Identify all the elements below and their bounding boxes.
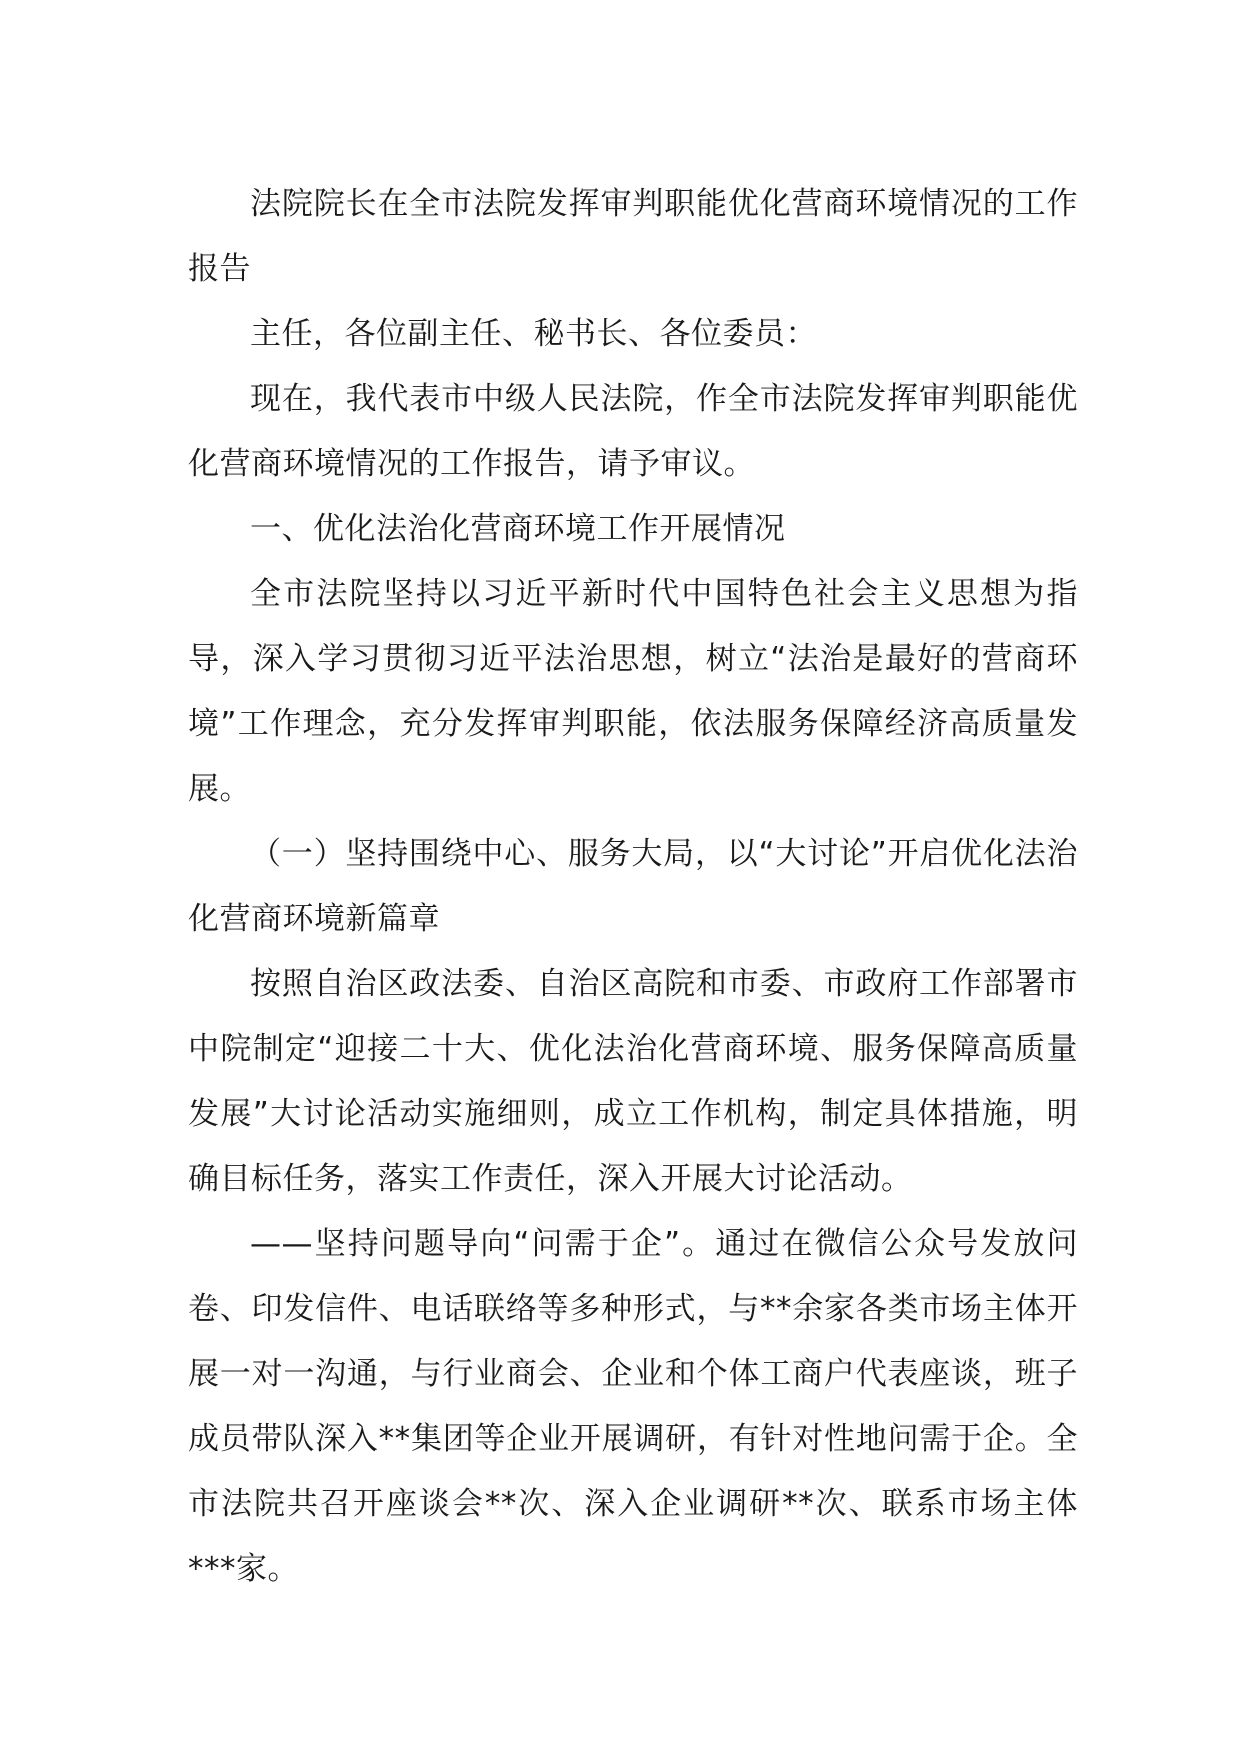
paragraph-problem-oriented: ——坚持问题导向“问需于企”。通过在微信公众号发放问卷、印发信件、电话联络等多种形式，与**余家各类市场主体开展一对一沟通，与行业商会、企业和个体工商户代表座谈，班子成员带队深入**集团等企业开展调研，有针对性地问需于企。全市法院共召开座谈会**次、深入企业调研**次、联系市场主体***家。	[188, 1226, 1078, 1587]
paragraph-deployment: 按照自治区政法委、自治区高院和市委、市政府工作部署市中院制定“迎接二十大、优化法治化营商环境、服务保障高质量发展”大讨论活动实施细则，成立工作机构，制定具体措施，明确目标任务，落实工作责任，深入开展大讨论活动。	[188, 966, 1078, 1197]
salutation: 主任，各位副主任、秘书长、各位委员：	[250, 316, 817, 352]
section-heading-1: 一、优化法治化营商环境工作开展情况	[250, 511, 786, 547]
document-title: 法院院长在全市法院发挥审判职能优化营商环境情况的工作报告	[188, 186, 1078, 287]
document-page	[188, 172, 1078, 1602]
paragraph-overview: 全市法院坚持以习近平新时代中国特色社会主义思想为指导，深入学习贯彻习近平法治思想，树立“法治是最好的营商环境”工作理念，充分发挥审判职能，依法服务保障经济高质量发展。	[188, 576, 1078, 807]
subsection-heading-1: （一）坚持围绕中心、服务大局，以“大讨论”开启优化法治化营商环境新篇章	[188, 836, 1078, 937]
paragraph-opening: 现在，我代表市中级人民法院，作全市法院发挥审判职能优化营商环境情况的工作报告，请予审议。	[188, 381, 1078, 482]
